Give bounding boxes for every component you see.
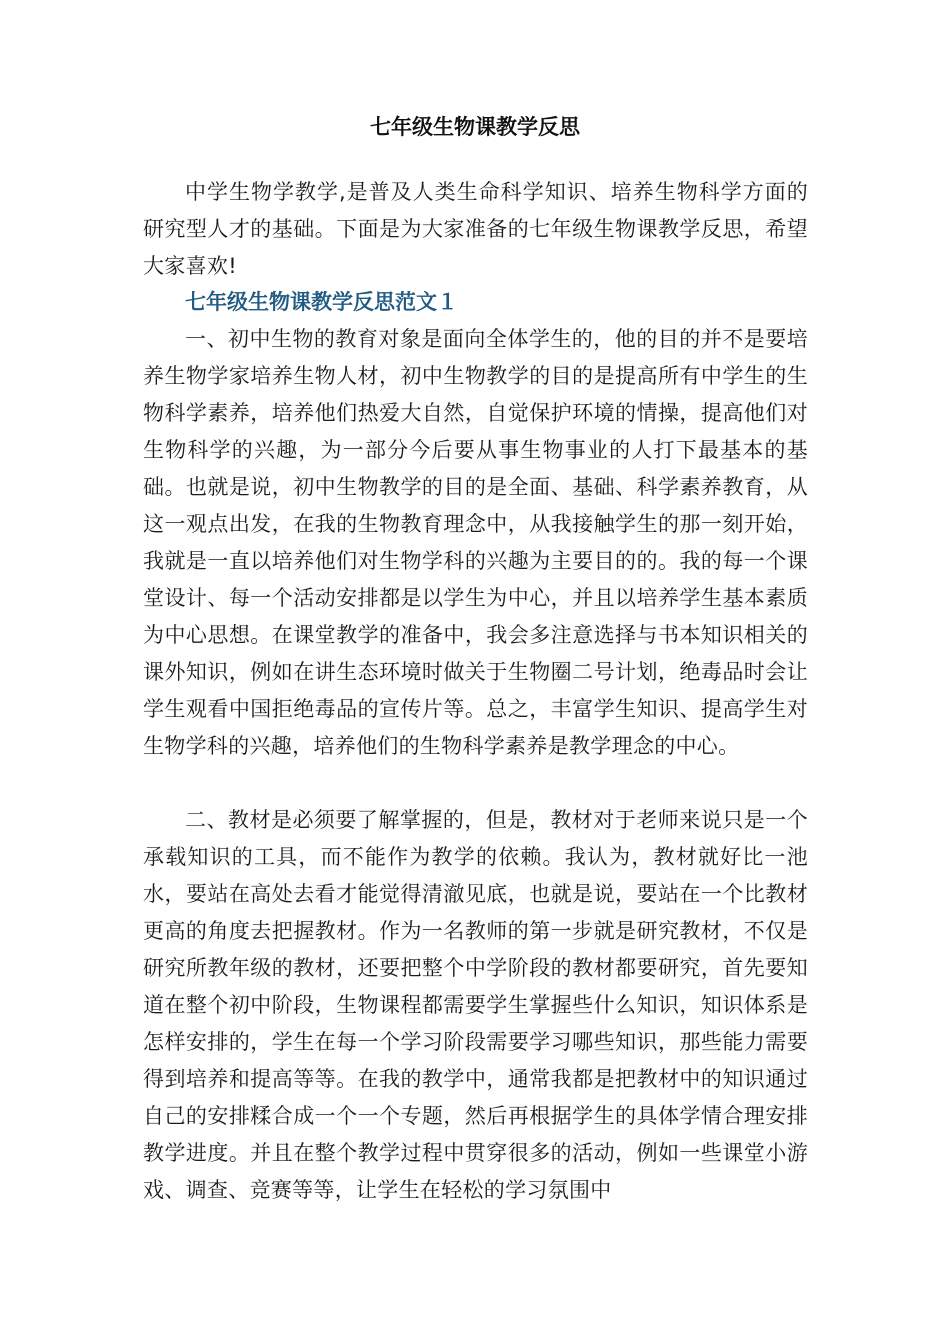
document-title: 七年级生物课教学反思 xyxy=(370,115,580,139)
intro-paragraph: 中学生物学教学,是普及人类生命科学知识、培养生物科学方面的研究型人才的基础。下面是为大家准备的七年级生物课教学反思，希望大家喜欢! xyxy=(143,180,808,278)
section-heading: 七年级生物课教学反思范文１ xyxy=(185,290,458,314)
body-paragraph-2: 二、教材是必须要了解掌握的，但是，教材对于老师来说只是一个承载知识的工具，而不能作为教学的依赖。我认为，教材就好比一池水，要站在高处去看才能觉得清澈见底，也就是说，要站在一个比教材更高的角度去把握教材。作为一名教师的第一步就是研究教材，不仅是研究所教年级的教材，还要把整个中学阶段的教材都要研究，首先要知道在整个初中阶段，生物课程都需要学生掌握些什么知识，知识体系是怎样安排的，学生在每一个学习阶段需要学习哪些知识，那些能力需要得到培养和提高等等。在我的教学中，通常我都是把教材中的知识通过自己的安排糅合成一个一个专题，然后再根据学生的具体学情合理安排教学进度。并且在整个教学过程中贯穿很多的活动，例如一些课堂小游戏、调查、竞赛等等，让学生在轻松的学习氛围中 xyxy=(143,808,808,1202)
body-paragraph-1: 一、初中生物的教育对象是面向全体学生的，他的目的并不是要培养生物学家培养生物人材，初中生物教学的目的是提高所有中学生的生物科学素养，培养他们热爱大自然，自觉保护环境的情操，提高他们对生物科学的兴趣，为一部分今后要从事生物事业的人打下最基本的基础。也就是说，初中生物教学的目的是全面、基础、科学素养教育，从这一观点出发，在我的生物教育理念中，从我接触学生的那一刻开始，我就是一直以培养他们对生物学科的兴趣为主要目的的。我的每一个课堂设计、每一个活动安排都是以学生为中心，并且以培养学生基本素质为中心思想。在课堂教学的准备中，我会多注意选择与书本知识相关的课外知识，例如在讲生态环境时做关于生物圈二号计划，绝毒品时会让学生观看中国拒绝毒品的宣传片等。总之，丰富学生知识、提高学生对生物学科的兴趣，培养他们的生物科学素养是教学理念的中心。 xyxy=(143,327,808,758)
